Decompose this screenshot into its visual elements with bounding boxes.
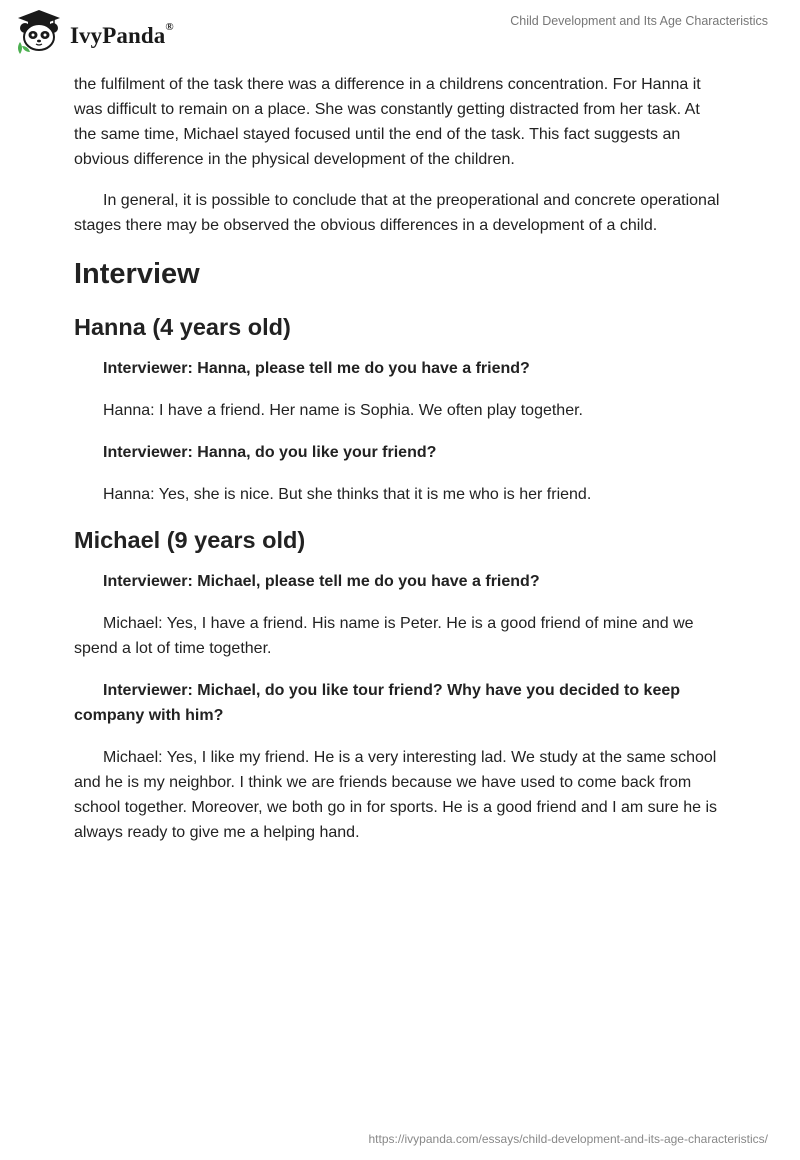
source-url[interactable]: https://ivypanda.com/essays/child-development-and-its-age-characteristics/ [368, 1132, 768, 1146]
document-title: Child Development and Its Age Characteristics [510, 14, 768, 28]
interviewer-question: Interviewer: Hanna, please tell me do you have a friend? [103, 360, 530, 377]
child-answer: Michael: Yes, I have a friend. His name is Peter. He is a good friend of mine and we spend a lot of time together. [74, 615, 694, 657]
child-answer: Hanna: I have a friend. Her name is Sophia. We often play together. [103, 402, 583, 419]
paragraph: In general, it is possible to conclude that at the preoperational and concrete operational stages there may be observed the obvious differences in a development of a child. [74, 192, 720, 234]
subheading-hanna: Hanna (4 years old) [74, 314, 291, 340]
ivypanda-logo[interactable] [14, 8, 174, 61]
interviewer-question: Interviewer: Michael, do you like tour friend? Why have you decided to keep company with him? [74, 682, 681, 724]
interviewer-question: Interviewer: Hanna, do you like your friend? [103, 444, 437, 461]
brand-name: IvyPanda® [70, 20, 174, 48]
paragraph: the fulfilment of the task there was a difference in a childrens concentration. For Hanna it was difficult to remain on a place. She was constantly getting distracted from her task. At the same time, Michael stayed focused until the end of the task. This fact suggests an obvious difference in the physical development of the children. [74, 76, 701, 168]
panda-graduate-icon [14, 8, 64, 61]
child-answer: Michael: Yes, I like my friend. He is a very interesting lad. We study at the same school and he is my neighbor. I think we are friends because we have used to come back from school together. Moreover, we both go in for sports. He is a good friend and I am sure he is always ready to give me a helping hand. [74, 749, 718, 841]
page-header [0, 0, 800, 70]
section-heading-interview: Interview [74, 258, 200, 290]
essay-content [74, 72, 726, 862]
interviewer-question: Interviewer: Michael, please tell me do you have a friend? [103, 573, 540, 590]
child-answer: Hanna: Yes, she is nice. But she thinks that it is me who is her friend. [103, 486, 592, 503]
subheading-michael: Michael (9 years old) [74, 527, 306, 553]
